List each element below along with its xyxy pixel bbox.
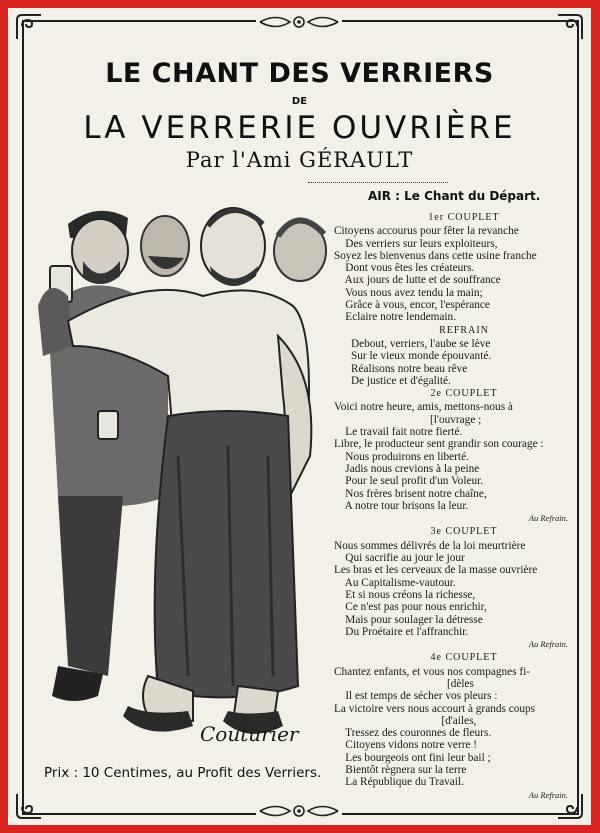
stanza-line: Citoyens accourus pour fêter la revanche [334,225,519,238]
stanza-line: Nos frères brisent notre chaîne, [334,487,487,500]
stanza [334,652,582,801]
stanza-line: Nous produirons en liberté. [334,450,469,463]
corner-ornament-top-left [14,12,44,42]
stanza-line: Du Proétaire et l'affranchir. [334,625,469,638]
stanza-line: Chantez enfants, et vous nos compagnes fi- [334,665,531,678]
stanza-line: Réalisons notre beau rêve [334,362,468,375]
stanza-line: Le travail fait notre fierté. [334,426,463,439]
stanza-line: Nous sommes délivrés de la loi meurtrière [334,539,526,552]
stanza-line: La victoire vers nous accourt à grands coups [334,702,536,715]
stanza-line: Libre, le producteur sent grandir son courage : [334,438,544,451]
stanza-heading: 1er COUPLET [428,212,500,223]
stanza-line: Soyez les bienvenus dans cette usine franche [334,249,537,262]
stanza-line: Les bras et les cerveaux de la masse ouvrière [334,564,538,577]
stanza-line: De justice et d'égalité. [334,374,451,387]
stanza-heading: REFRAIN [439,324,489,336]
refrain-note: Au Refrain. [528,789,568,800]
stanza-heading: 2e COUPLET [430,388,498,400]
stanza-line: Dont vous êtes les créateurs. [334,262,475,275]
stanza-line: Voici notre heure, amis, mettons-nous à [334,401,513,414]
stanza-line: Des verriers sur leurs exploiteurs, [334,237,498,250]
stanza-line: Mais pour soulager la détresse [334,613,483,626]
stanza [334,325,582,387]
bottom-center-ornament [256,800,342,822]
workers-illustration [28,196,333,761]
stanza-line: Et si nous créons la richesse, [334,588,476,601]
stanza-line: La République du Travail. [334,776,464,789]
stanza-heading: 3e COUPLET [430,526,498,538]
stanza-line: Les bourgeois ont fini leur bail ; [334,751,491,764]
refrain-note: Au Refrain. [528,639,568,650]
corner-ornament-bottom-left [14,791,44,821]
stanza-line: Aux jours de lutte et de souffrance [334,274,501,287]
author-line: Par l'Ami GÉRAULT [185,148,414,172]
stanza-line: Il est temps de sécher vos pleurs : [334,690,498,703]
stanza-line: Bientôt règnera sur la terre [334,764,467,777]
stanza-line: Ce n'est pas pour nous enrichir, [334,601,487,614]
poster-sheet [8,8,591,825]
song-lyrics [334,211,582,803]
stanza-heading: 4e COUPLET [430,652,498,664]
stanza-line: A notre tour brisons la leur. [334,499,469,512]
corner-ornament-top-right [555,12,585,42]
stanza-line: Citoyens vidons notre verre ! [334,739,478,752]
stanza [334,212,582,324]
artist-signature: Couturier [200,722,299,746]
title-connector: DE [291,96,308,107]
stanza-line: Au Capitalisme-vautour. [334,576,456,589]
title-rule [308,182,448,183]
stanza-line: [l'ouvrage ; [334,413,482,426]
stanza-line: Debout, verriers, l'aube se lève [334,337,491,350]
stanza-line: Jadis nous crevions à la peine [334,462,480,475]
stanza-line: Vous nous avez tendu la main; [334,286,483,299]
stanza-line: Tressez des couronnes de fleurs. [334,727,492,740]
stanza-line: Pour le seul profit d'un Voleur. [334,475,484,488]
stanza-line: Qui sacrifie au jour le jour [334,552,465,565]
stanza-line: Grâce à vous, encor, l'espérance [334,299,490,312]
main-title: LE CHANT DES VERRIERS [105,58,494,89]
stanza [334,526,582,650]
price-line: Prix : 10 Centimes, au Profit des Verriers. [44,765,322,781]
song-air: AIR : Le Chant du Départ. [368,189,541,203]
subtitle-verrerie: LA VERRERIE OUVRIÈRE [83,110,516,146]
stanza [334,388,582,524]
refrain-note: Au Refrain. [528,513,568,524]
stanza-line: Sur le vieux monde épouvanté. [334,350,492,363]
top-center-ornament [256,11,342,33]
stanza-line: Eclaire notre lendemain. [334,311,457,324]
stanza-line: [dèles [334,677,474,690]
stanza-line: [d'ailes, [334,714,477,727]
